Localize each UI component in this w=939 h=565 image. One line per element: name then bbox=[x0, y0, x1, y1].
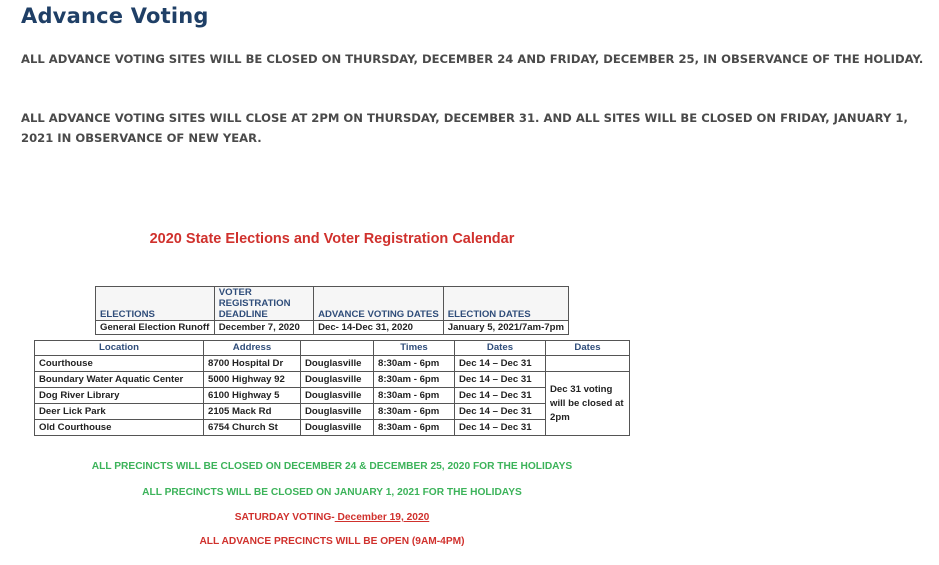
table-row bbox=[35, 420, 630, 436]
header-location: Location bbox=[35, 341, 204, 356]
site-location: Old Courthouse bbox=[35, 420, 204, 436]
summary-election: General Election Runoff bbox=[96, 321, 215, 335]
header-city bbox=[301, 341, 374, 356]
site-location: Boundary Water Aquatic Center bbox=[35, 372, 204, 388]
header-dates: Dates bbox=[455, 341, 546, 356]
site-address: 8700 Hospital Dr bbox=[204, 356, 301, 372]
summary-election-date: January 5, 2021/7am-7pm bbox=[443, 321, 568, 335]
site-location: Deer Lick Park bbox=[35, 404, 204, 420]
summary-advance-dates: Dec- 14-Dec 31, 2020 bbox=[314, 321, 444, 335]
site-city: Douglasville bbox=[301, 388, 374, 404]
holiday-closure-note: ALL PRECINCTS WILL BE CLOSED ON DECEMBER 24 & DECEMBER 25, 2020 FOR THE HOLIDAYS bbox=[91, 461, 573, 472]
site-city: Douglasville bbox=[301, 356, 374, 372]
site-times: 8:30am - 6pm bbox=[374, 372, 455, 388]
summary-header-row bbox=[96, 287, 569, 321]
holiday-notice: ALL ADVANCE VOTING SITES WILL BE CLOSED ON THURSDAY, DECEMBER 24 AND FRIDAY, DECEMBER 25, IN OBSERVANCE OF THE HOLIDAY. bbox=[21, 52, 924, 66]
site-address: 6100 Highway 5 bbox=[204, 388, 301, 404]
new-year-closure-note: ALL PRECINCTS WILL BE CLOSED ON JANUARY 1, 2021 FOR THE HOLIDAYS bbox=[142, 487, 522, 498]
saturday-voting-note bbox=[34, 512, 630, 523]
election-summary-table bbox=[95, 286, 569, 335]
summary-row bbox=[96, 321, 569, 335]
summary-deadline: December 7, 2020 bbox=[214, 321, 313, 335]
site-times: 8:30am - 6pm bbox=[374, 388, 455, 404]
site-dates: Dec 14 – Dec 31 bbox=[455, 356, 546, 372]
page-title: Advance Voting bbox=[21, 4, 209, 28]
header-election-dates: ELECTION DATES bbox=[443, 287, 568, 321]
table-row bbox=[35, 372, 630, 388]
calendar-title: 2020 State Elections and Voter Registration Calendar bbox=[149, 231, 515, 247]
table-row bbox=[35, 404, 630, 420]
site-address: 6754 Church St bbox=[204, 420, 301, 436]
site-location: Dog River Library bbox=[35, 388, 204, 404]
site-city: Douglasville bbox=[301, 404, 374, 420]
saturday-voting-date: December 19, 2020 bbox=[334, 512, 430, 523]
header-advance-voting-dates: ADVANCE VOTING DATES bbox=[314, 287, 444, 321]
site-dates: Dec 14 – Dec 31 bbox=[455, 388, 546, 404]
site-city: Douglasville bbox=[301, 372, 374, 388]
header-elections: ELECTIONS bbox=[96, 287, 215, 321]
site-times: 8:30am - 6pm bbox=[374, 420, 455, 436]
open-hours-note: ALL ADVANCE PRECINCTS WILL BE OPEN (9AM-4PM) bbox=[199, 536, 465, 547]
header-address: Address bbox=[204, 341, 301, 356]
sites-header-row bbox=[35, 341, 630, 356]
dates-note-spacer bbox=[546, 356, 630, 372]
site-dates: Dec 14 – Dec 31 bbox=[455, 404, 546, 420]
new-year-notice: ALL ADVANCE VOTING SITES WILL CLOSE AT 2PM ON THURSDAY, DECEMBER 31. AND ALL SITES WILL BE CLOSED ON FRIDAY, JANUARY 1, 2021 IN OBSERVANCE OF NEW YEAR. bbox=[21, 111, 908, 145]
dates-note: Dec 31 voting will be closed at 2pm bbox=[546, 372, 630, 436]
site-times: 8:30am - 6pm bbox=[374, 404, 455, 420]
header-dates-note: Dates bbox=[546, 341, 630, 356]
site-dates: Dec 14 – Dec 31 bbox=[455, 372, 546, 388]
site-times: 8:30am - 6pm bbox=[374, 356, 455, 372]
site-city: Douglasville bbox=[301, 420, 374, 436]
site-address: 2105 Mack Rd bbox=[204, 404, 301, 420]
site-dates: Dec 14 – Dec 31 bbox=[455, 420, 546, 436]
table-row bbox=[35, 356, 630, 372]
saturday-voting-label: SATURDAY VOTING- bbox=[234, 512, 335, 523]
site-address: 5000 Highway 92 bbox=[204, 372, 301, 388]
header-times: Times bbox=[374, 341, 455, 356]
site-location: Courthouse bbox=[35, 356, 204, 372]
header-registration-deadline: VOTER REGISTRATION DEADLINE bbox=[214, 287, 313, 321]
table-row bbox=[35, 388, 630, 404]
voting-sites-table bbox=[34, 340, 630, 436]
